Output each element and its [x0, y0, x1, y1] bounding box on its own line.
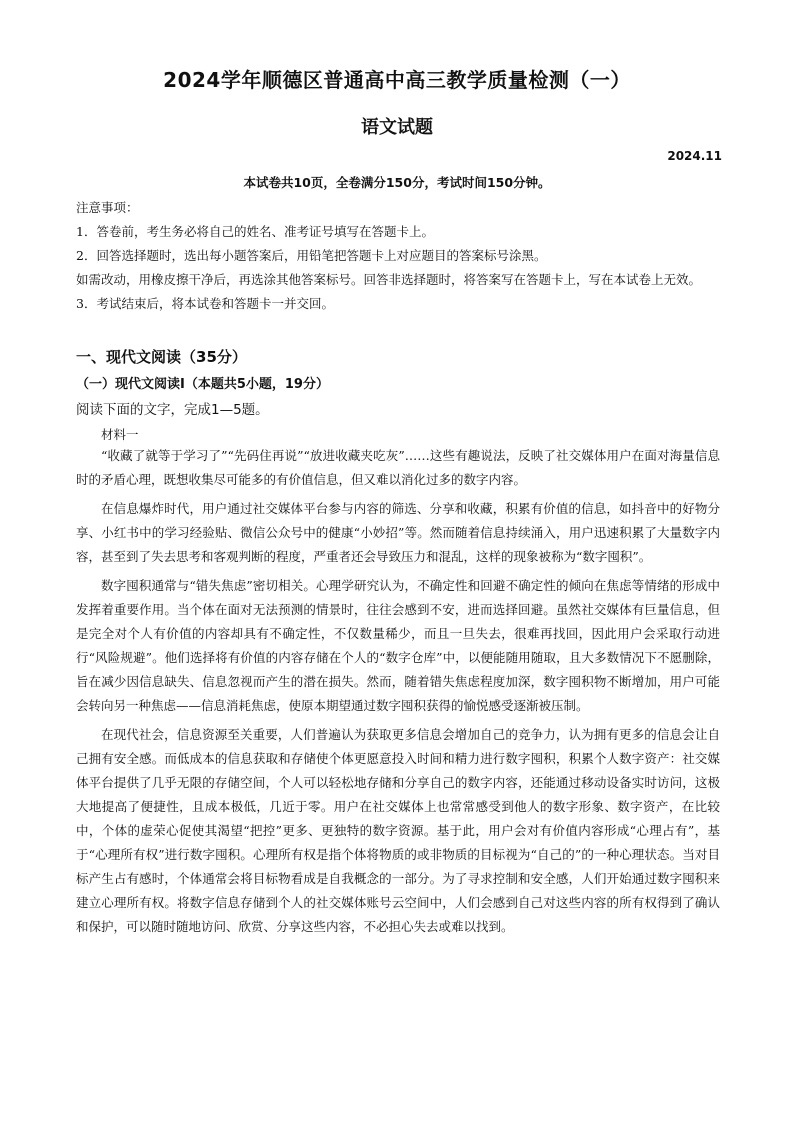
material-paragraph: “收藏了就等于学习了”“先码住再说”“放进收藏夹吃灰”……这些有趣说法，反映了社交媒体用户在面对海量信息时的矛盾心理，既想收集尽可能多的有价值信息，但又难以消化过多的数字内容。 [76, 448, 720, 487]
material-paragraph: 数字囤积通常与“错失焦虑”密切相关。心理学研究认为，不确定性和回避不确定性的倾向在焦虑等情绪的形成中发挥着重要作用。当个体在面对无法预测的情景时，往往会感到不安，进而选择回避。虽然社交媒体有巨量信息，但是完全对个人有价值的内容却具有不确定性，不仅数量稀少，而且一旦失去，很难再找回，因此用户会采取行动进行“风险规避”。他们选择将有价值的内容存储在个人的“数字仓库”中，以便能随用随取，且大多数情况下不愿删除，旨在减少因信息缺失、信息忽视而产生的潜在损失。然而，随着错失焦虑程度加深，数字囤积物不断增加，用户可能会转向另一种焦虑——信息消耗焦虑，使原本期望通过数字囤积获得的愉悦感受逐渐被压制。 [76, 578, 720, 713]
reading-instruction: 阅读下面的文字，完成1—5题。 [76, 402, 269, 418]
material-label: 材料一 [101, 427, 139, 442]
material-text [76, 444, 720, 944]
notes-item: 2．回答选择题时，选出每小题答案后，用铅笔把答题卡上对应题目的答案标号涂黑。 [76, 248, 547, 263]
exam-intro: 本试卷共10页，全卷满分150分，考试时间150分钟。 [243, 175, 551, 190]
notes-item: 如需改动，用橡皮擦干净后，再选涂其他答案标号。回答非选择题时，将答案写在答题卡上，写在本试卷上无效。 [76, 272, 702, 287]
material-paragraph: 在现代社会，信息资源至关重要，人们普遍认为获取更多信息会增加自己的竞争力，认为拥有更多的信息会让自己拥有安全感。而低成本的信息获取和存储使个体更愿意投入时间和精力进行数字囤积，积累个人数字资产：社交媒体平台提供了几乎无限的存储空间，个人可以轻松地存储和分享自己的数字内容，还能通过移动设备实时访问，这极大地提高了便捷性，且成本极低，几近于零。用户在社交媒体上也常常感受到他人的数字形象、数字资产，在比较中，个体的虚荣心促使其渴望“把控”更多、更独特的数字资源。基于此，用户会对有价值内容形成“心理占有”，基于“心理所有权”进行数字囤积。心理所有权是指个体将物质的或非物质的目标视为“自己的”的一种心理状态。当对目标产生占有感时，个体通常会将目标物看成是自我概念的一部分。为了寻求控制和安全感，人们开始通过数字囤积来建立心理所有权。将数字信息存储到个人的社交媒体账号云空间中，人们会感到自己对这些内容的所有权得到了确认和保护，可以随时随地访问、欣赏、分享这些内容，不必担心失去或难以找到。 [76, 727, 720, 934]
material-paragraph: 在信息爆炸时代，用户通过社交媒体平台参与内容的筛选、分享和收藏，积累有价值的信息，如抖音中的好物分享、小红书中的学习经验贴、微信公众号中的健康“小妙招”等。然而随着信息持续涌入，用户迅速积累了大量数字内容，甚至到了失去思考和客观判断的程度，严重者还会导致压力和混乱，这样的现象被称为“数字囤积”。 [76, 501, 720, 564]
notes-item: 3．考试结束后，将本试卷和答题卡一并交回。 [76, 296, 334, 311]
subsection-heading: （一）现代文阅读Ⅰ（本题共5小题，19分） [76, 377, 329, 392]
exam-subtitle: 语文试题 [361, 117, 433, 138]
exam-title: 2024学年顺德区普通高中高三教学质量检测（一） [163, 68, 631, 92]
exam-date: 2024.11 [667, 149, 722, 163]
section-heading: 一、现代文阅读（35分） [76, 348, 247, 366]
notes-heading: 注意事项： [76, 200, 139, 215]
notes-block [76, 196, 720, 316]
notes-item: 1．答卷前，考生务必将自己的姓名、准考证号填写在答题卡上。 [76, 224, 434, 239]
